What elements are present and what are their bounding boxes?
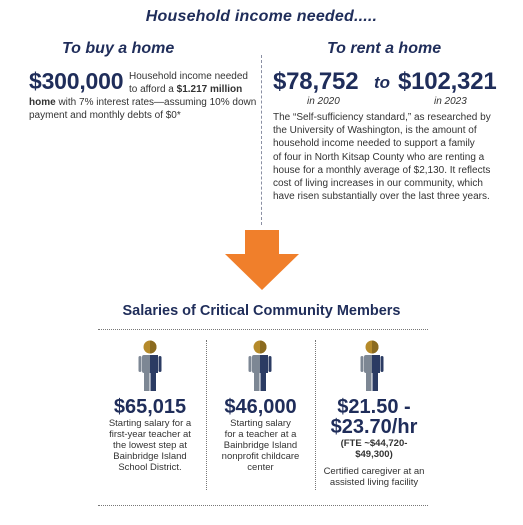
rent-year-high: in 2023 <box>434 96 467 107</box>
rent-paragraph-line: cost of living increases in our community, which <box>273 178 483 190</box>
buy-text-line3-rest: with 7% interest rates—assuming 10% down <box>55 97 257 108</box>
buy-text-line1: Household income needed <box>129 71 248 82</box>
salary-separator-2 <box>315 340 316 490</box>
buy-heading: To buy a home <box>62 40 175 57</box>
rent-year-low: in 2020 <box>307 96 340 107</box>
rent-paragraph-line: of four in North Kitsap County who are renting a <box>273 151 485 163</box>
down-arrow-icon <box>223 230 301 292</box>
salary-amount: $46,000 <box>224 396 297 418</box>
salary-amount: $65,015 <box>113 396 187 418</box>
person-icon <box>358 340 386 392</box>
salary-description <box>208 418 313 473</box>
rent-paragraph-line: the University of Washington, is the amount of <box>273 125 477 137</box>
rent-heading: To rent a home <box>327 40 442 57</box>
buy-text-line2-prefix: to afford a <box>129 84 177 95</box>
rent-to-word: to <box>374 73 391 92</box>
salary-amount-line1: $21.50 - <box>337 396 411 418</box>
rent-paragraph-line: have risen substantially over the last three years. <box>273 191 490 203</box>
salary-fte-line: $49,300) <box>355 449 393 460</box>
salary-desc-line: Certified caregiver at an <box>323 466 425 477</box>
salary-fte-line: (FTE ~$44,720- <box>340 438 408 449</box>
salary-description <box>96 418 204 473</box>
rent-paragraph-line: household income needed to support a family <box>273 138 475 150</box>
salary-separator-1 <box>206 340 207 490</box>
person-icon <box>246 340 274 392</box>
salary-desc-line: center <box>247 462 274 473</box>
buy-text-top <box>129 70 259 96</box>
buy-text-line3-bold: home <box>29 97 56 108</box>
column-divider <box>261 55 262 225</box>
salary-desc-line: assisted living facility <box>329 477 419 488</box>
salary-desc-line: Bainbridge Island <box>113 451 187 462</box>
salary-desc-line: nonprofit childcare <box>221 451 300 462</box>
salary-fte <box>318 438 430 460</box>
buy-amount: $300,000 <box>29 68 124 94</box>
salary-desc-line: first-year teacher at <box>109 429 191 440</box>
salaries-heading: Salaries of Critical Community Members <box>122 303 401 319</box>
salary-desc-line: for a teacher at a <box>224 429 297 440</box>
buy-text-line2-bold: $1.217 million <box>176 84 243 95</box>
salary-desc-line: the lowest step at <box>113 440 187 451</box>
salary-desc-line: School District. <box>118 462 182 473</box>
page-title: Household income needed..... <box>145 8 378 25</box>
salary-description <box>318 466 430 488</box>
rent-amount-high: $102,321 <box>398 68 497 95</box>
salaries-top-divider <box>98 329 428 330</box>
salaries-bottom-divider <box>98 505 428 506</box>
person-icon <box>136 340 164 392</box>
salary-desc-line: Bainbridge Island <box>223 440 298 451</box>
buy-text-bottom <box>29 96 261 122</box>
rent-paragraph-line: house for a monthly average of $2,130. It reflects <box>273 164 491 176</box>
rent-amount-low: $78,752 <box>273 68 359 95</box>
buy-text-line4: payment and monthly debts of $0* <box>29 110 181 121</box>
buy-text-line3 <box>29 96 261 109</box>
salary-amount-line2: $23.70/hr <box>330 416 418 438</box>
rent-paragraph-line: The “Self-sufficiency standard,” as researched by <box>273 112 491 123</box>
salary-desc-line: Starting salary <box>230 418 291 429</box>
rent-paragraph <box>273 111 513 203</box>
salary-desc-line: Starting salary for a <box>108 418 192 429</box>
buy-text-line2 <box>129 83 259 96</box>
